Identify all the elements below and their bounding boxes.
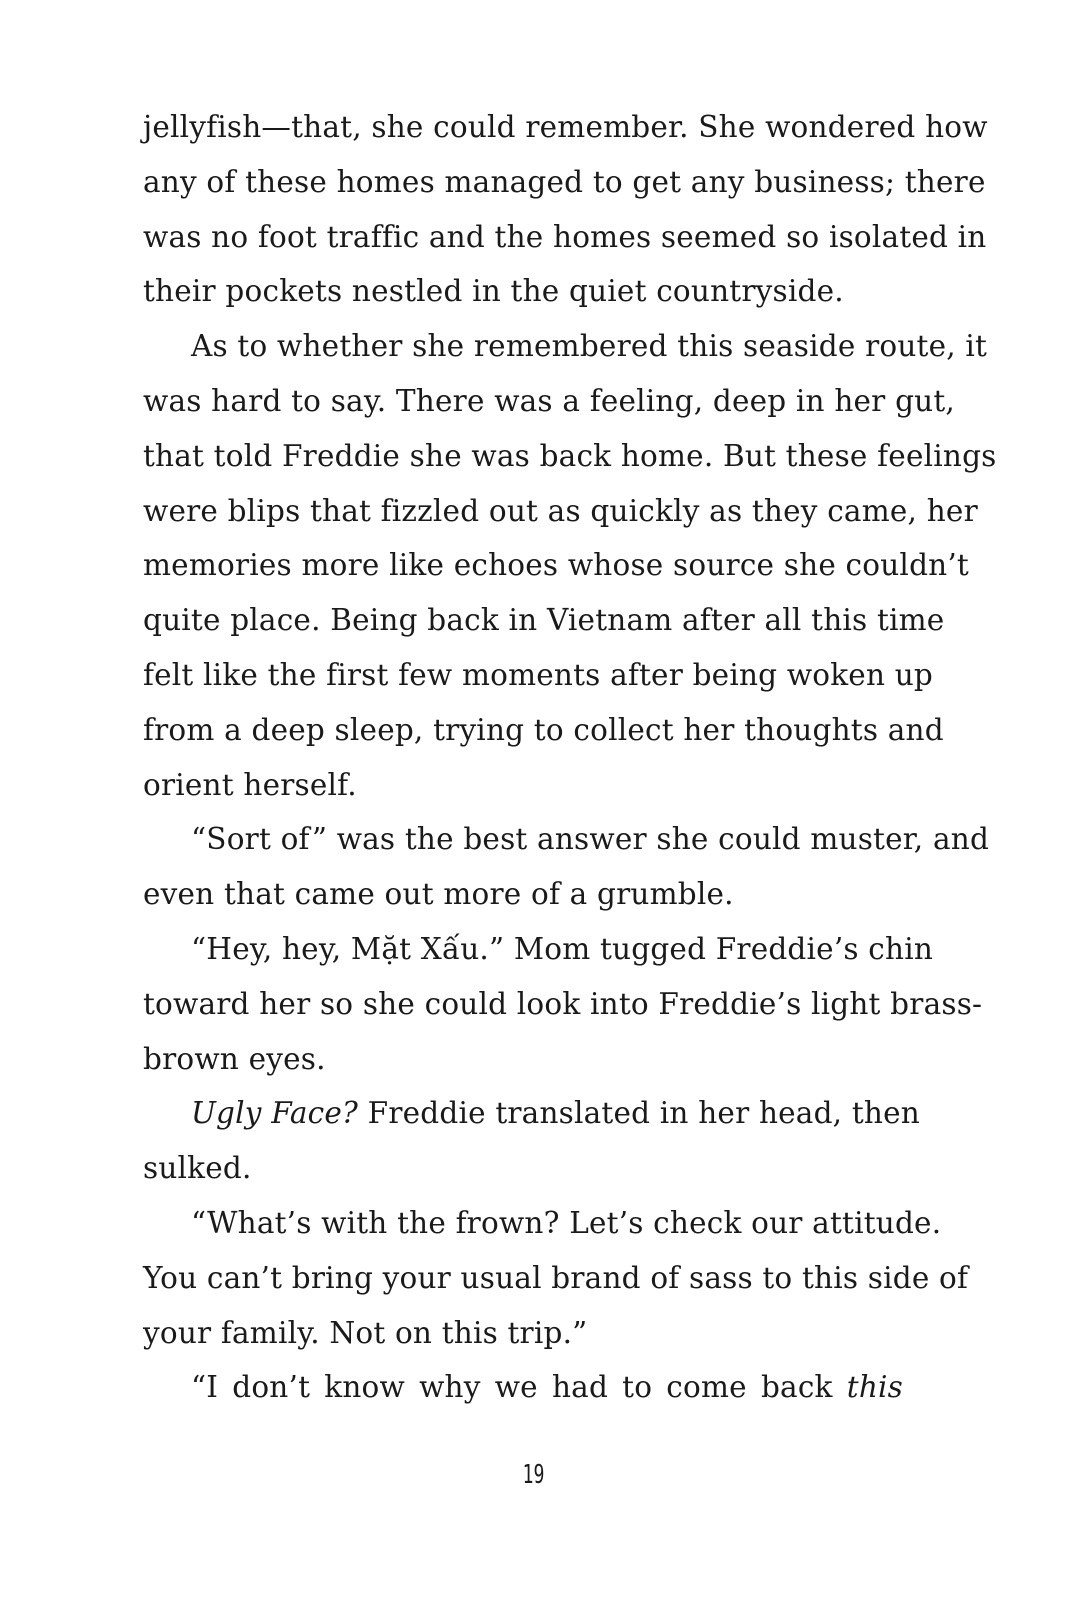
text-line: “What’s with the frown? Let’s check our attitude. [191, 1205, 942, 1240]
body-text [143, 100, 997, 1415]
italic-phrase: Ugly Face? [191, 1096, 359, 1131]
text-line: quite place. Being back in Vietnam after all this time [143, 603, 945, 638]
text-segment: “I don’t know why we had to come back [191, 1370, 847, 1405]
text-line: “Hey, hey, Mặt Xấu.” Mom tugged Freddie’s chin [191, 931, 934, 966]
text-line [143, 1360, 903, 1415]
text-line: orient herself. [143, 767, 357, 802]
text-line: was no foot traffic and the homes seemed so isolated in [143, 219, 987, 254]
text-line: any of these homes managed to get any business; there [143, 164, 986, 199]
text-line: even that came out more of a grumble. [143, 877, 734, 912]
text-segment: Freddie translated in her head, then [358, 1096, 920, 1131]
text-line: their pockets nestled in the quiet countryside. [143, 274, 844, 309]
text-line: As to whether she remembered this seaside route, it [191, 329, 988, 364]
text-line: You can’t bring your usual brand of sass to this side of [143, 1260, 969, 1295]
text-line: were blips that fizzled out as quickly as they came, her [143, 493, 978, 528]
text-line: was hard to say. There was a feeling, deep in her gut, [143, 383, 955, 418]
text-line: that told Freddie she was back home. But these feelings [143, 438, 997, 473]
text-line [143, 1086, 920, 1141]
text-line: brown eyes. [143, 1041, 326, 1076]
text-line: “Sort of” was the best answer she could muster, and [191, 822, 990, 857]
text-line: toward her so she could look into Freddie’s light brass- [143, 986, 983, 1021]
text-line: your family. Not on this trip.” [143, 1315, 588, 1350]
text-line: sulked. [143, 1151, 252, 1186]
page-number: 19 [522, 1460, 545, 1490]
text-line: from a deep sleep, trying to collect her thoughts and [143, 712, 944, 747]
italic-phrase: this [846, 1370, 903, 1405]
text-line: jellyfish—that, she could remember. She wondered how [143, 110, 988, 144]
text-line: memories more like echoes whose source she couldn’t [143, 548, 969, 583]
text-line: felt like the first few moments after being woken up [143, 657, 934, 692]
